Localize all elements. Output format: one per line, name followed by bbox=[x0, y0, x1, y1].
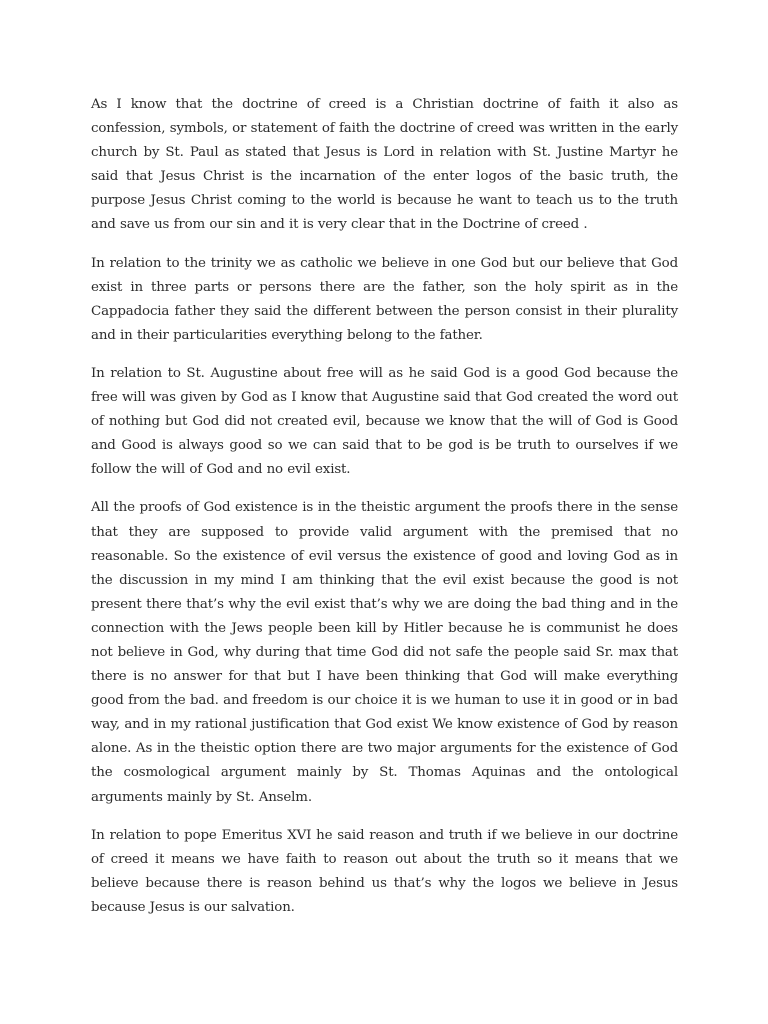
paragraph-reason-and-truth: In relation to pope Emeritus XVI he said reason and truth if we believe in our doctrine of creed it means we have faith to reason out about the truth so it means that we believe because there is reason behind us that’s why the logos we believe in Jesus because Jesus is our salvation. bbox=[91, 827, 678, 915]
paragraph-proofs-of-god: All the proofs of God existence is in the theistic argument the proofs there in the sense that they are supposed to provide valid argument with the premised that no reasonable. So the existence of evil versus the existence of good and loving God as in the discussion in my mind I am thinking that the evil exist because the good is not present there that’s why the evil exist that’s why we are doing the bad thing and in the connection with the Jews people been kill by Hitler because he is communist he does not believe in God, why during that time God did not safe the people said Sr. max that there is no answer for that but I have been thinking that God will make everything good from the bad. and freedom is our choice it is we human to use it in good or in bad way, and in my rational justification that God exist We know existence of God by reason alone. As in the theistic option there are two major arguments for the existence of God the cosmological argument mainly by St. Thomas Aquinas and the ontological arguments mainly by St. Anselm. bbox=[91, 500, 678, 805]
document-body bbox=[91, 93, 678, 934]
paragraph-creed: As I know that the doctrine of creed is a Christian doctrine of faith it also as confession, symbols, or statement of faith the doctrine of creed was written in the early church by St. Paul as stated that Jesus is Lord in relation with St. Justine Martyr he said that Jesus Christ is the incarnation of the enter logos of the basic truth, the purpose Jesus Christ coming to the world is because he want to teach us to the truth and save us from our sin and it is very clear that in the Doctrine of creed . bbox=[91, 97, 678, 233]
paragraph-trinity: In relation to the trinity we as catholic we believe in one God but our believe that God exist in three parts or persons there are the father, son the holy spirit as in the Cappadocia father they said the different between the person consist in their plurality and in their particularities everything belong to the father. bbox=[91, 255, 678, 343]
paragraph-free-will: In relation to St. Augustine about free will as he said God is a good God because the free will was given by God as I know that Augustine said that God created the word out of nothing but God did not created evil, because we know that the will of God is Good and Good is always good so we can said that to be god is be truth to ourselves if we follow the will of God and no evil exist. bbox=[91, 365, 678, 478]
